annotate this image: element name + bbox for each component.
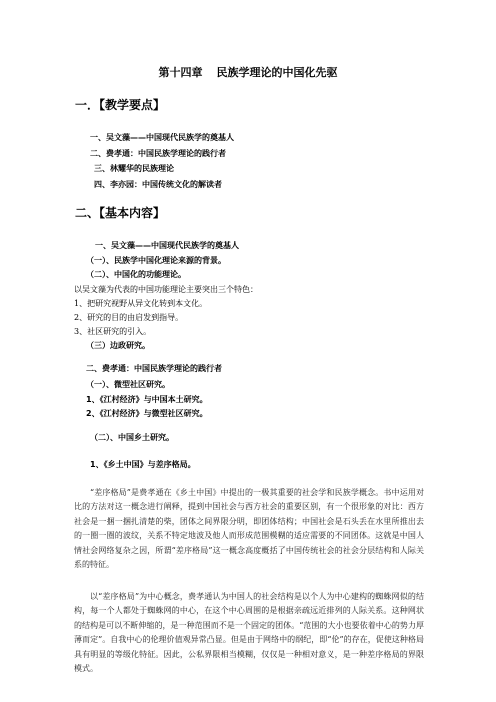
teaching-point-2: 二、费孝通：中国民族学理论的践行者 xyxy=(90,149,226,158)
wu-section-heading: 一、吴文藻——中国现代民族学的奠基人 xyxy=(95,241,239,250)
fei-item-1: 1、《江村经济》与中国本土研究。 xyxy=(86,395,208,404)
chapter-title xyxy=(0,66,496,80)
wu-subsection-1: （一）、民族学中国化理论来源的背景。 xyxy=(86,256,226,265)
wu-point-1: 1、把研究视野从异文化转到本文化。 xyxy=(74,299,208,308)
wu-intro-text: 以吴文藻为代表的中国功能理论主要突出三个特色： xyxy=(74,285,258,294)
wu-point-3: 3、社区研究的引入。 xyxy=(74,327,152,336)
fei-subsection-2: （二）、中国乡土研究。 xyxy=(90,433,174,442)
basic-content-heading: 二、【基本内容】 xyxy=(75,206,166,220)
wu-subsection-2: （二）、中国化的功能理论。 xyxy=(86,270,186,279)
chapter-name: 民族学理论的中国化先驱 xyxy=(216,66,338,79)
teaching-point-3: 三、林耀华的民族理论 xyxy=(94,164,174,173)
body-paragraph-1: “差序格局”是费孝通在《乡土中国》中提出的一极其重要的社会学和民族学概念。书中运用对比的方法对这一概念进行阐释，提到中国社会与西方社会的重要区别，有一个很形象的对比：西方社会是一捆一捆扎清楚的柴，团体之间界限分明，即团体结构；中国社会是石头丢在水里所推出去的一圈一圈的波纹，关系不特定地波及他人而形成范围模糊的适应需要的不同团体。这就是中国人情社会网络复杂之因，所谓“差序格局”这一概念高度概括了中国传统社会的社会分层结构和人际关系的特征。 xyxy=(74,488,424,570)
fei-subsection-2-item: 1、《乡土中国》与差序格局。 xyxy=(90,460,196,469)
wu-point-2: 2、研究的目的由启发到指导。 xyxy=(74,313,184,322)
chapter-number: 第十四章 xyxy=(158,66,203,79)
teaching-point-4: 四、李亦园：中国传统文化的解读者 xyxy=(94,180,222,189)
fei-subsection-1: （一）、微型社区研究。 xyxy=(86,380,170,389)
body-paragraph-2: 以“差序格局”为中心概念，费孝通认为中国人的社会结构是以个人为中心建构的蜘蛛网似的结构，每一个人都处于蜘蛛网的中心，在这个中心周围的是根据亲疏远近排列的人际关系。这种网状的结构是可以不断伸缩的，是一种范围而不是一个固定的团体。“范围的大小也要依着中心的势力厚薄而定”。自我中心的伦理价值观异常凸显。但是由于网络中的纲纪，即“伦”的存在，促使这种格局具有明显的等级化特征。因此，公私界限相当模糊，仅仅是一种相对意义，是一种差序格局的界限模式。 xyxy=(74,592,424,674)
wu-subsection-3: （三）边政研究。 xyxy=(86,341,150,350)
teaching-points-heading: 一．【教学要点】 xyxy=(75,98,166,112)
teaching-point-1: 一、吴文藻——中国现代民族学的奠基人 xyxy=(90,133,234,142)
fei-item-2: 2、《江村经济》与微型社区研究。 xyxy=(86,409,208,418)
fei-section-heading: 二、费孝通：中国民族学理论的践行者 xyxy=(86,364,222,373)
